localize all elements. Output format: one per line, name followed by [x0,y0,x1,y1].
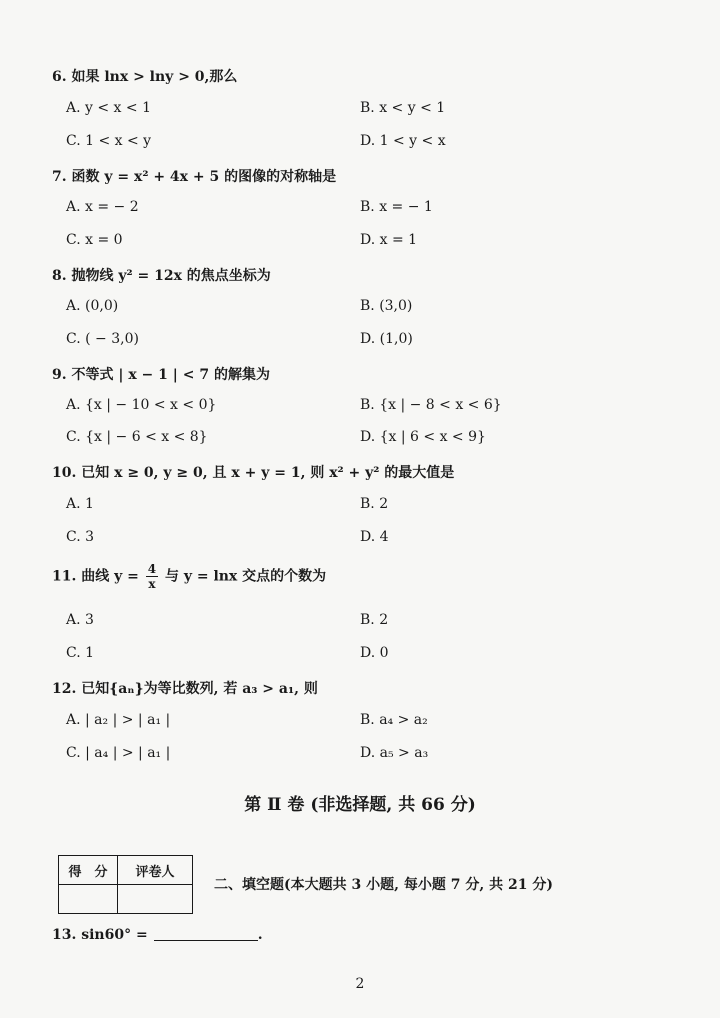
question-6-option-c: C. 1 < x < y [66,133,152,149]
question-12-option-c: C. | a₄ | > | a₁ | [66,745,171,761]
question-11-option-a: A. 3 [66,612,94,628]
question-8-stem: 8. 抛物线 y² = 12x 的焦点坐标为 [52,268,271,284]
question-13-stem: 13. sin60° = [52,927,148,943]
question-10-stem: 10. 已知 x ≥ 0, y ≥ 0, 且 x + y = 1, 则 x² + y² 的最大值是 [52,465,455,481]
question-6-option-d: D. 1 < y < x [360,133,446,149]
question-10-option-b: B. 2 [360,496,389,512]
question-7-option-a: A. x = − 2 [66,199,139,215]
question-10-option-d: D. 4 [360,529,389,545]
fraction-numerator: 4 [147,562,157,576]
question-11-stem [52,562,326,591]
question-10-option-c: C. 3 [66,529,95,545]
question-9-option-d: D. {x | 6 < x < 9} [360,429,486,445]
question-7-option-b: B. x = − 1 [360,199,433,215]
question-7-stem: 7. 函数 y = x² + 4x + 5 的图像的对称轴是 [52,169,337,185]
question-9-option-a: A. {x | − 10 < x < 0} [66,397,217,413]
grader-cell [118,885,193,914]
question-10-option-a: A. 1 [66,496,94,512]
question-11-option-c: C. 1 [66,645,95,661]
question-13-end: . [257,927,263,943]
question-6-stem: 6. 如果 lnx > lny > 0,那么 [52,69,238,85]
question-8-option-a: A. (0,0) [66,298,119,314]
answer-blank [154,940,258,941]
question-9-stem: 9. 不等式 | x − 1 | < 7 的解集为 [52,367,270,383]
score-table [58,855,193,914]
question-11-stem-suffix: 与 y = lnx 交点的个数为 [164,568,327,585]
question-12-option-d: D. a₅ > a₃ [360,745,429,761]
section-2-title: 第 Ⅱ 卷 (非选择题, 共 66 分) [244,795,476,815]
score-header: 得 分 [59,856,118,885]
question-12-option-a: A. | a₂ | > | a₁ | [66,712,171,728]
question-11-option-d: D. 0 [360,645,389,661]
question-12-stem: 12. 已知{aₙ}为等比数列, 若 a₃ > a₁, 则 [52,681,318,697]
question-8-option-d: D. (1,0) [360,331,413,347]
question-7-option-d: D. x = 1 [360,232,418,248]
fraction-denominator: x [148,577,156,591]
grader-header: 评卷人 [118,856,193,885]
question-6-option-b: B. x < y < 1 [360,100,446,116]
question-11-option-b: B. 2 [360,612,389,628]
page-number: 2 [355,976,365,992]
question-13 [52,927,263,943]
question-7-option-c: C. x = 0 [66,232,123,248]
question-6-option-a: A. y < x < 1 [66,100,151,116]
score-cell [59,885,118,914]
question-9-option-c: C. {x | − 6 < x < 8} [66,429,208,445]
fraction [146,562,158,591]
question-12-option-b: B. a₄ > a₂ [360,712,428,728]
fill-in-blank-section-title: 二、填空题(本大题共 3 小题, 每小题 7 分, 共 21 分) [214,877,553,893]
question-8-option-c: C. ( − 3,0) [66,331,139,347]
question-9-option-b: B. {x | − 8 < x < 6} [360,397,502,413]
question-11-stem-prefix: 11. 曲线 y = [52,568,139,585]
question-8-option-b: B. (3,0) [360,298,413,314]
